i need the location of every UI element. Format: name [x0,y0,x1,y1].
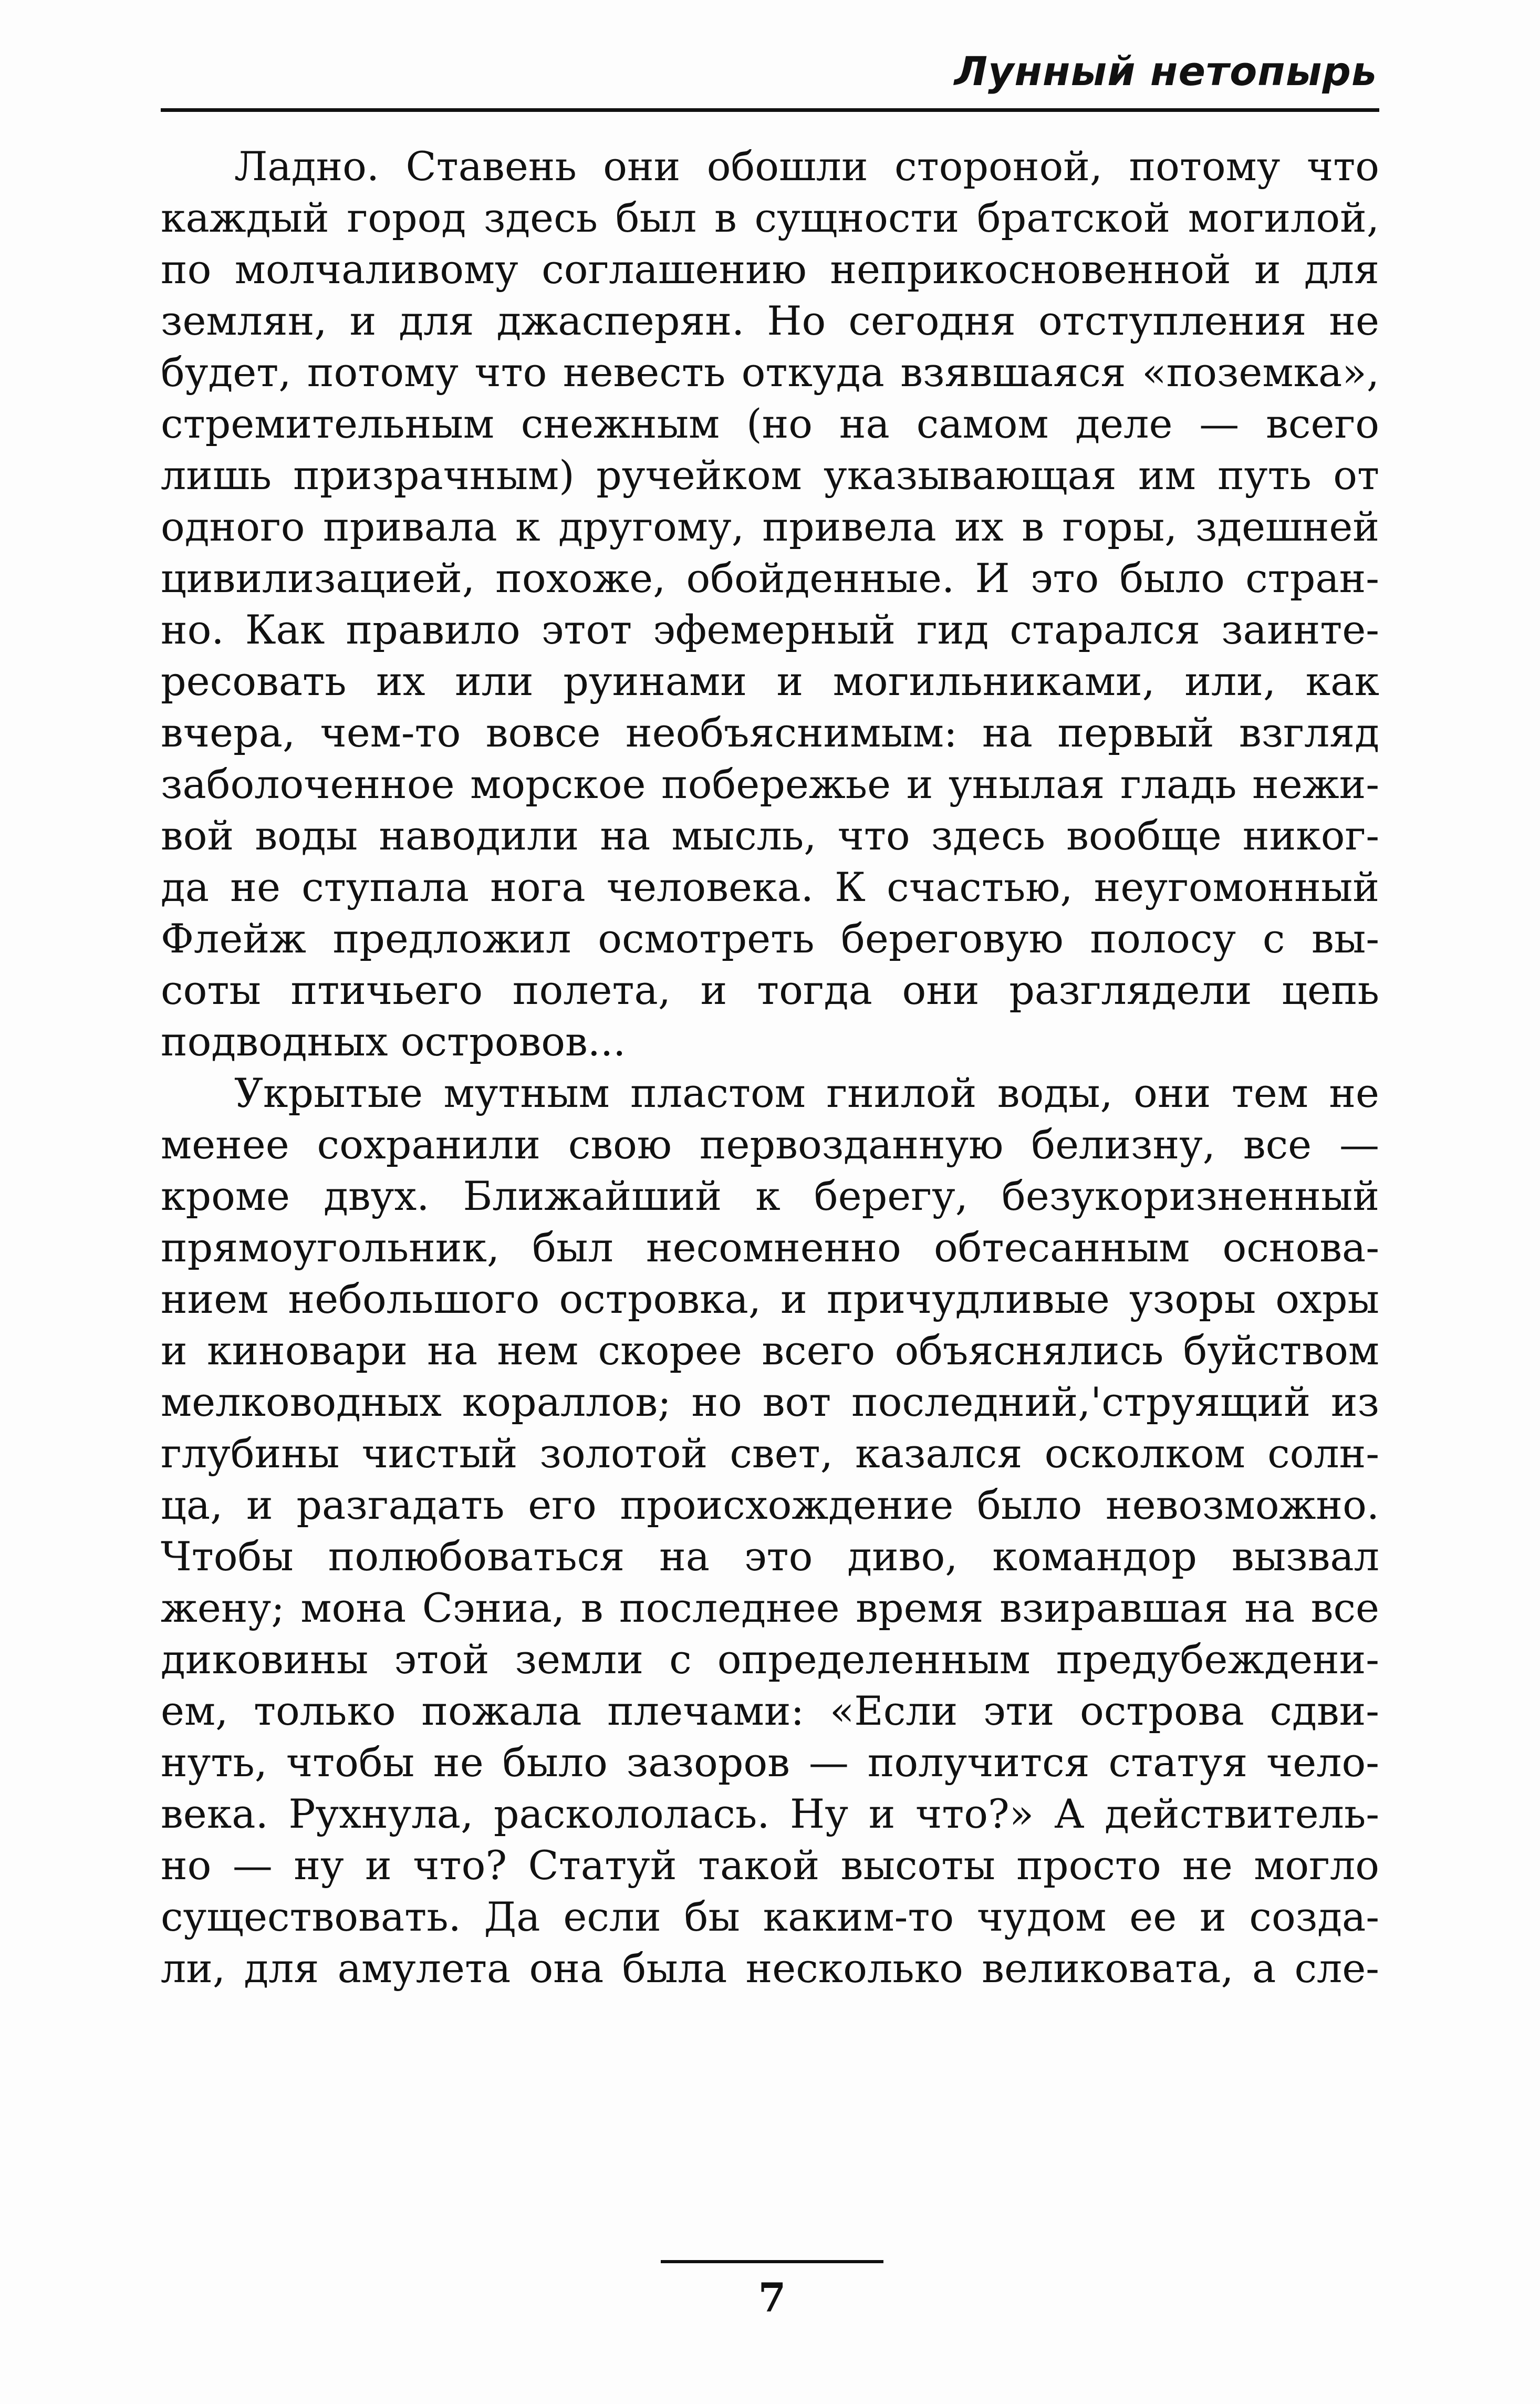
text-line: ресовать их или руинами и могильниками, или, как [161,658,1379,704]
header-rule [161,108,1379,112]
text-line: существовать. Да если бы каким-то чудом ее и созда- [161,1893,1379,1940]
text-line: ли, для амулета она была несколько великовата, а сле- [161,1945,1379,1992]
text-line: Ладно. Ставень они обошли стороной, потому что [234,143,1379,190]
text-line: диковины этой земли с определенным предубеждени- [161,1636,1379,1683]
text-line: жену; мона Сэниа, в последнее время взиравшая на все [161,1584,1379,1631]
text-line: кроме двух. Ближайший к берегу, безукоризненный [161,1173,1379,1219]
text-line: подводных островов... [161,1018,626,1065]
text-line: вой воды наводили на мысль, что здесь вообще никог- [161,812,1379,859]
text-line: ца, и разгадать его происхождение было невозможно. [161,1481,1379,1528]
text-line: заболоченное морское побережье и унылая гладь нежи- [161,761,1379,807]
text-line: соты птичьего полета, и тогда они разглядели цепь [161,967,1379,1013]
text-line: Чтобы полюбоваться на это диво, командор вызвал [161,1533,1379,1580]
text-line: прямоугольник, был несомненно обтесанным основа- [161,1224,1379,1271]
text-line: одного привала к другому, привела их в горы, здешней [161,503,1379,550]
text-line: да не ступала нога человека. К счастью, неугомонный [161,864,1379,910]
text-line: ем, только пожала плечами: «Если эти острова сдви- [161,1687,1379,1734]
text-line: будет, потому что невесть откуда взявшаяся «поземка», [161,349,1379,396]
text-line: но — ну и что? Статуй такой высоты просто не могло [161,1842,1379,1889]
text-line: и киновари на нем скорее всего объяснялись буйством [161,1327,1379,1374]
text-line: но. Как правило этот эфемерный гид старался заинте- [161,606,1379,653]
body-text [161,141,1379,1994]
text-line: Укрытые мутным пластом гнилой воды, они тем не [234,1070,1379,1116]
running-header-title: Лунный нетопырь [954,48,1377,95]
text-line: глубины чистый золотой свет, казался осколком солн- [161,1430,1379,1477]
text-line: цивилизацией, похоже, обойденные. И это было стран- [161,555,1379,602]
page-number: 7 [758,2274,786,2321]
text-line: Флейж предложил осмотреть береговую полосу с вы- [161,915,1379,962]
text-line: века. Рухнула, раскололась. Ну и что?» А действитель- [161,1790,1379,1837]
footer-rule [661,2260,883,2263]
text-line: лишь призрачным) ручейком указывающая им путь от [161,452,1379,499]
text-line: мелководных кораллов; но вот последний,'струящий из [161,1379,1379,1425]
text-line: нием небольшого островка, и причудливые узоры охры [161,1276,1379,1322]
text-line: по молчаливому соглашению неприкосновенной и для [161,246,1379,293]
text-line: каждый город здесь был в сущности братской могилой, [161,194,1379,241]
text-line: стремительным снежным (но на самом деле — всего [161,400,1379,447]
text-line: нуть, чтобы не было зазоров — получится статуя чело- [161,1739,1379,1786]
text-line: вчера, чем-то вовсе необъяснимым: на первый взгляд [161,709,1379,756]
text-line: менее сохранили свою первозданную белизну, все — [161,1121,1379,1168]
text-line: землян, и для джасперян. Но сегодня отступления не [161,297,1379,344]
